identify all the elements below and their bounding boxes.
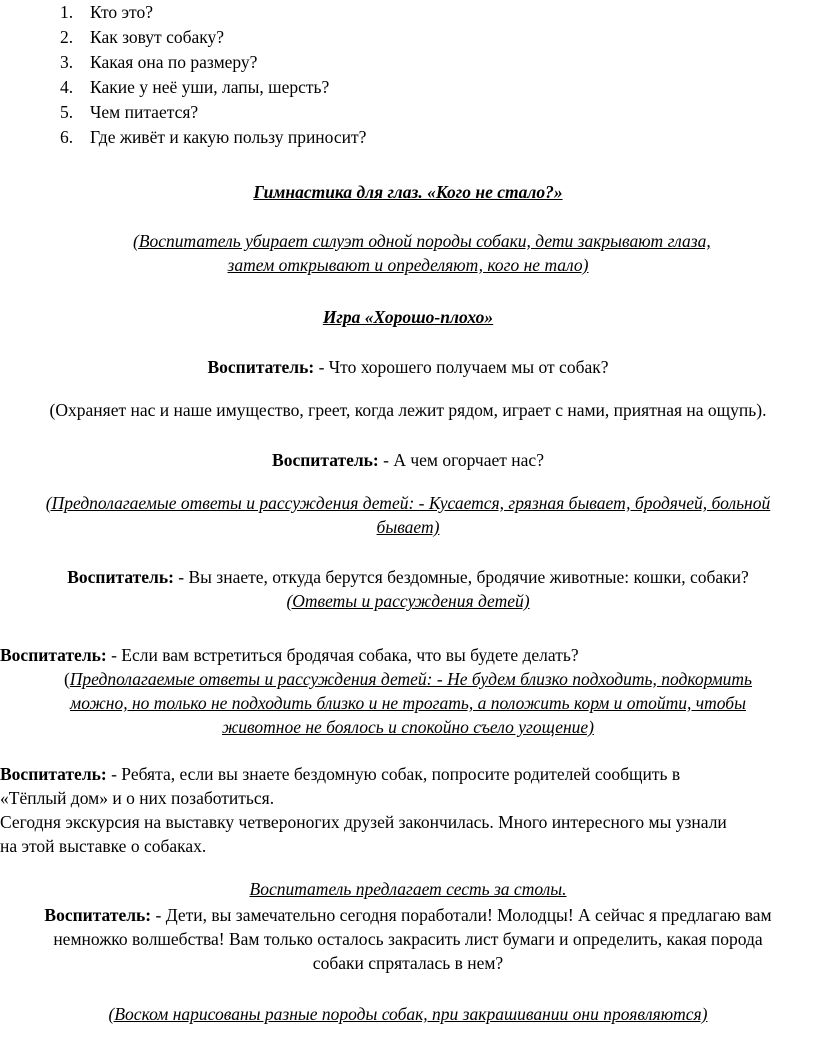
question-text: - Что хорошего получаем мы от собак? [314, 357, 609, 377]
teacher-label: Воспитатель: [67, 567, 174, 587]
list-text: Кто это? [90, 2, 153, 22]
list-number: 6. [60, 127, 74, 147]
dialogue-kids-line-1 [0, 762, 680, 786]
dialogue-meet-question [0, 643, 579, 667]
question-text: - Если вам встретиться бродячая собака, что вы будете делать? [106, 645, 579, 665]
sit-note: Воспитатель предлагает сесть за столы. [249, 879, 567, 899]
list-text: Чем питается? [90, 102, 199, 122]
paragraph-text: - Дети, вы замечательно сегодня поработали! Молодцы! А сейчас я предлагаю вам [151, 905, 772, 925]
teacher-label: Воспитатель: [272, 450, 379, 470]
answer-bad-line-2: бывает) [376, 517, 440, 537]
question-text: - Вы знаете, откуда берутся бездомные, бродячие животные: кошки, собаки? [173, 567, 749, 587]
list-number: 3. [60, 52, 74, 72]
answer-meet-line-2: можно, но только не подходить близко и не трогать, а положить корм и отойти, чтобы [70, 693, 746, 713]
paragraph-text: - Ребята, если вы знаете бездомную собак, попросите родителей сообщить в [106, 764, 681, 784]
list-number: 5. [60, 102, 74, 122]
list-text: Как зовут собаку? [90, 27, 225, 47]
dialogue-magic-line-2: немножко волшебства! Вам только осталось закрасить лист бумаги и определить, какая порода [53, 929, 763, 949]
list-number: 2. [60, 27, 74, 47]
list-number: 1. [60, 2, 74, 22]
dialogue-magic-line-1 [0, 903, 816, 927]
answer-meet-line-1 [0, 667, 816, 691]
dialogue-homeless-question [0, 565, 816, 589]
dialogue-kids-line-2: «Тёплый дом» и о них позаботиться. [0, 788, 275, 808]
gym-note-line-2: затем открывают и определяют, кого не тало) [227, 255, 589, 275]
list-text: Где живёт и какую пользу приносит? [90, 127, 367, 147]
answer-meet-line-3: животное не боялось и спокойно съело угощение) [221, 717, 595, 737]
gym-note-line-1: (Воспитатель убирает силуэт одной породы собаки, дети закрывают глаза, [133, 231, 711, 251]
dialogue-good-question [0, 355, 816, 379]
list-text: Какая она по размеру? [90, 52, 258, 72]
open-paren: ( [63, 669, 70, 689]
answer-good: (Охраняет нас и наше имущество, греет, когда лежит рядом, играет с нами, приятная на ощупь). [49, 400, 767, 420]
list-text: Какие у неё уши, лапы, шерсть? [90, 77, 330, 97]
answer-homeless: (Ответы и рассуждения детей) [286, 591, 530, 611]
gym-heading: Гимнастика для глаз. «Кого не стало?» [253, 182, 563, 202]
game-heading: Игра «Хорошо-плохо» [322, 307, 494, 327]
wax-note: (Воском нарисованы разные породы собак, при закрашивании они проявляются) [108, 1004, 708, 1024]
dialogue-magic-line-3: собаки спряталась в нем? [312, 953, 504, 973]
question-text: - А чем огорчает нас? [378, 450, 544, 470]
answer-text: Предполагаемые ответы и рассуждения детей: - Не будем близко подходить, подкормить [69, 669, 753, 689]
list-number: 4. [60, 77, 74, 97]
teacher-label: Воспитатель: [0, 645, 107, 665]
teacher-label: Воспитатель: [207, 357, 315, 377]
answer-bad-line-1: (Предполагаемые ответы и рассуждения детей: - Кусается, грязная бывает, бродячей, больной [45, 493, 771, 513]
summary-line-1: Сегодня экскурсия на выставку четвероногих друзей закончилась. Много интересного мы узнали [0, 812, 727, 832]
summary-line-2: на этой выставке о собаках. [0, 836, 207, 856]
dialogue-bad-question [0, 448, 816, 472]
teacher-label: Воспитатель: [44, 905, 152, 925]
teacher-label: Воспитатель: [0, 764, 107, 784]
